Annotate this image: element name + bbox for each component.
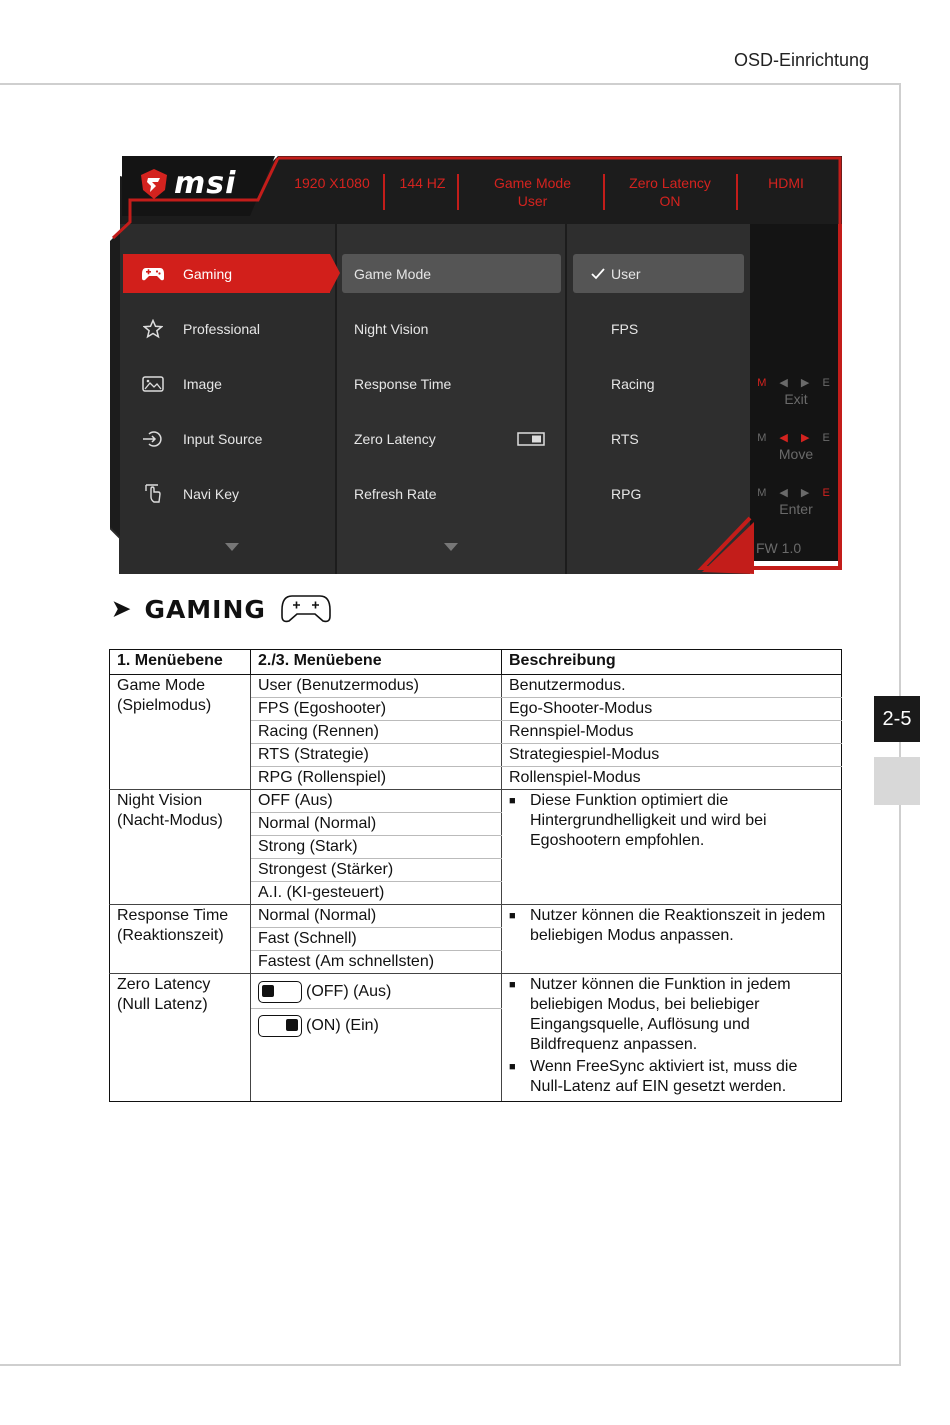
table-cell: A.I. (KI-gesteuert)	[251, 882, 502, 905]
table-cell: Benutzermodus.	[502, 675, 842, 698]
bullet-icon: ■	[509, 795, 516, 807]
checkmark-icon	[591, 268, 605, 280]
table-cell-level-1: Night Vision (Nacht-Modus)	[110, 790, 251, 905]
osd-option-item[interactable]: User	[573, 254, 744, 293]
msi-logo	[140, 166, 236, 201]
status-separator	[457, 174, 459, 210]
table-cell-description: ■ Nutzer können die Reaktionszeit in jedem beliebigen Modus anpassen.	[502, 905, 842, 974]
status-game-mode: Game Mode User	[493, 175, 572, 209]
toggle-on-icon[interactable]	[517, 432, 545, 446]
table-cell-level-1: Response Time (Reaktionszeit)	[110, 905, 251, 974]
status-separator	[603, 174, 605, 210]
table-cell: Strongest (Stärker)	[251, 859, 502, 882]
table-row	[110, 675, 842, 698]
table-cell: Rennspiel-Modus	[502, 721, 842, 744]
table-cell: Fast (Schnell)	[251, 928, 502, 951]
table-cell: Rollenspiel-Modus	[502, 767, 842, 790]
bullet-icon: ■	[509, 910, 516, 922]
osd-submenu-item[interactable]: Zero Latency	[342, 419, 561, 458]
status-separator	[383, 174, 385, 210]
table-header-row	[110, 650, 842, 675]
page-tab-gray	[874, 757, 920, 805]
table-cell: (ON) (Ein)	[251, 1009, 502, 1102]
status-resolution: 1920 X1080	[294, 175, 370, 191]
table-cell: Fastest (Am schnellsten)	[251, 951, 502, 974]
osd-submenu-item[interactable]: Night Vision	[354, 320, 429, 337]
table-cell: Normal (Normal)	[251, 905, 502, 928]
status-separator	[736, 174, 738, 210]
page-frame-top	[0, 83, 901, 85]
osd-menu-label: Image	[183, 375, 222, 392]
toggle-on-icon	[258, 1015, 302, 1037]
section-title: OSD-Einrichtung	[733, 50, 869, 70]
table-cell: Racing (Rennen)	[251, 721, 502, 744]
table-cell: Normal (Normal)	[251, 813, 502, 836]
table-cell: Strong (Stark)	[251, 836, 502, 859]
gaming-section-heading	[112, 592, 332, 626]
osd-menu-level-1	[123, 254, 330, 529]
table-row	[110, 905, 842, 928]
gamepad-outline-icon	[280, 592, 332, 626]
table-row	[110, 790, 842, 813]
table-cell: OFF (Aus)	[251, 790, 502, 813]
osd-menu-label: Input Source	[183, 430, 263, 447]
section-heading-title: GAMING	[144, 594, 266, 624]
osd-submenu-item[interactable]: Refresh Rate	[354, 485, 437, 502]
table-cell: Ego-Shooter-Modus	[502, 698, 842, 721]
table-cell-description: ■ Diese Funktion optimiert die Hintergrundhelligkeit und wird bei Egoshootern empfohlen.	[502, 790, 842, 905]
msi-logo-text: msi	[174, 166, 237, 201]
key-hint-enter: M ◀ ▶ E Enter	[757, 487, 835, 517]
osd-option-item[interactable]: RTS	[611, 430, 639, 447]
osd-menu-item-input-source[interactable]	[123, 419, 330, 458]
table-header: Beschreibung	[502, 650, 842, 675]
page-frame-bottom	[0, 1364, 901, 1366]
gamepad-icon	[141, 266, 165, 282]
osd-menu-item-gaming[interactable]	[123, 254, 330, 293]
osd-menu-label: Navi Key	[183, 485, 240, 502]
key-hint-move: M ◀ ▶ E Move	[757, 432, 835, 462]
table-cell-level-1: Zero Latency (Null Latenz)	[110, 974, 251, 1102]
table-cell: User (Benutzermodus)	[251, 675, 502, 698]
osd-option-item[interactable]: FPS	[611, 320, 639, 337]
toggle-off-icon	[258, 981, 302, 1003]
gaming-settings-table	[109, 649, 842, 1102]
osd-option-item[interactable]: RPG	[611, 485, 642, 502]
osd-menu-level-3	[573, 254, 744, 529]
scroll-down-arrow-icon[interactable]	[225, 543, 239, 551]
table-cell: RPG (Rollenspiel)	[251, 767, 502, 790]
table-cell: FPS (Egoshooter)	[251, 698, 502, 721]
bullet-icon: ■	[509, 1061, 516, 1073]
osd-submenu-item[interactable]: Response Time	[354, 375, 452, 392]
status-refresh-rate: 144 HZ	[399, 175, 446, 191]
table-cell: RTS (Strategie)	[251, 744, 502, 767]
osd-menu-item-image[interactable]	[123, 364, 330, 403]
osd-menu-item-professional[interactable]	[123, 309, 330, 348]
osd-option-item[interactable]: Racing	[611, 375, 655, 392]
table-cell-description: ■ Nutzer können die Funktion in jedem beliebigen Modus, bei beliebiger Eingangsquelle, Auflösung und Bildfrequenz anpassen. ■ Wenn FreeSync aktiviert ist, muss die Null-Latenz auf EIN gesetzt werden.	[502, 974, 842, 1102]
osd-menu-label: Professional	[183, 320, 261, 337]
osd-menu-level-2	[342, 254, 561, 529]
navi-key-icon	[143, 483, 163, 505]
status-zero-latency: Zero Latency ON	[629, 175, 711, 209]
table-cell: (OFF) (Aus)	[251, 974, 502, 1009]
msi-dragon-icon	[140, 168, 168, 200]
star-icon	[143, 319, 163, 339]
scroll-down-arrow-icon[interactable]	[444, 543, 458, 551]
image-icon	[142, 375, 164, 393]
key-hint-exit: M ◀ ▶ E Exit	[757, 377, 835, 407]
table-cell: Strategiespiel-Modus	[502, 744, 842, 767]
page-number-tab: 2-5	[874, 696, 920, 742]
osd-submenu-item[interactable]: Game Mode	[342, 254, 561, 293]
chevron-right-icon: ➤	[112, 596, 131, 621]
osd-menu-item-navi-key[interactable]	[123, 474, 330, 513]
bullet-icon: ■	[509, 979, 516, 991]
table-cell-level-1: Game Mode (Spielmodus)	[110, 675, 251, 790]
osd-menu-screenshot	[110, 156, 842, 576]
input-source-icon	[142, 430, 164, 448]
firmware-version: FW 1.0	[756, 540, 802, 556]
table-header: 2./3. Menüebene	[251, 650, 502, 675]
table-header: 1. Menüebene	[110, 650, 251, 675]
osd-menu-label: Gaming	[183, 265, 233, 282]
table-row	[110, 974, 842, 1009]
status-input: HDMI	[768, 175, 804, 191]
